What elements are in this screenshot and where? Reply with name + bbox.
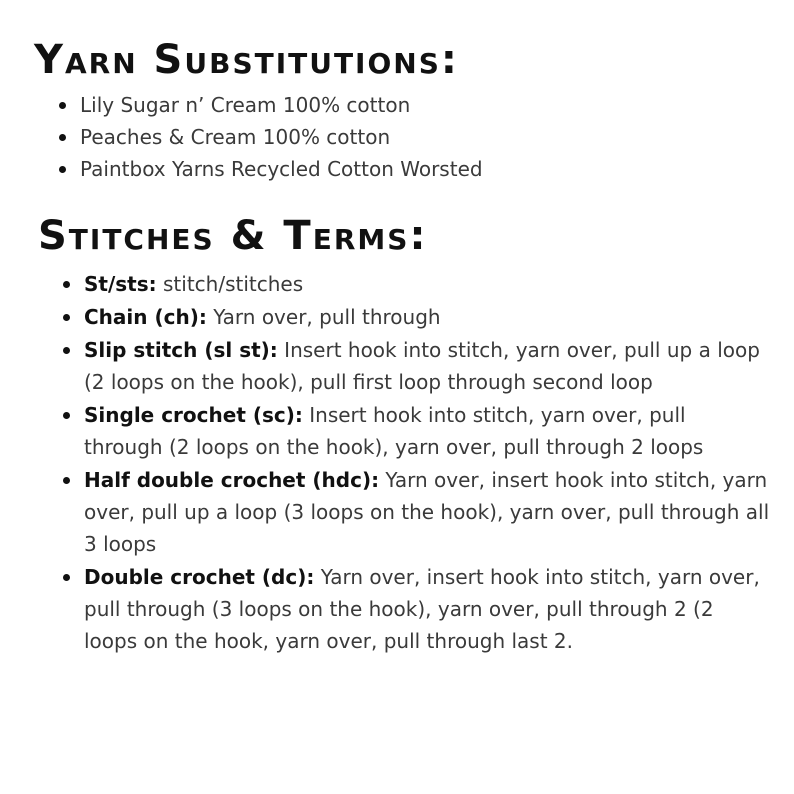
- yarn-substitution-item: Peaches & Cream 100% cotton: [80, 121, 780, 153]
- stitch-term-name: Half double crochet (hdc):: [84, 468, 380, 492]
- stitch-term-definition: Yarn over, pull through: [206, 305, 441, 329]
- stitch-term-name: Slip stitch (sl st):: [84, 338, 278, 362]
- stitch-term-item: [84, 301, 770, 333]
- stitch-term-name: Double crochet (dc):: [84, 565, 315, 589]
- stitch-term-item: [84, 399, 770, 463]
- stitch-term-name: Chain (ch):: [84, 305, 207, 329]
- yarn-substitution-item: Paintbox Yarns Recycled Cotton Worsted: [80, 153, 780, 185]
- stitch-term-definition: Insert hook into stitch, yarn over, pull up a loop (2 loops on the hook), pull first loop through second loop: [84, 338, 760, 394]
- yarn-substitution-item: Lily Sugar n’ Cream 100% cotton: [80, 89, 780, 121]
- stitch-term-item: [84, 268, 770, 300]
- yarn-substitutions-heading: Yarn Substitutions:: [34, 37, 459, 83]
- stitch-term-item: [84, 334, 770, 398]
- stitch-term-definition: stitch/stitches: [156, 272, 304, 296]
- stitch-term-item: [84, 464, 770, 560]
- yarn-substitutions-list: [80, 89, 780, 185]
- stitch-term-definition: Yarn over, insert hook into stitch, yarn over, pull up a loop (3 loops on the hook), yarn over, pull through all 3 loops: [84, 468, 770, 556]
- stitch-term-name: St/sts:: [84, 272, 157, 296]
- stitch-term-definition: Yarn over, insert hook into stitch, yarn over, pull through (3 loops on the hook), yarn over, pull through 2 (2 loops on the hook, yarn over, pull through last 2.: [84, 565, 760, 653]
- stitches-terms-list: [84, 268, 770, 658]
- stitch-term-definition: Insert hook into stitch, yarn over, pull through (2 loops on the hook), yarn over, pull through 2 loops: [84, 403, 704, 459]
- stitch-term-name: Single crochet (sc):: [84, 403, 303, 427]
- stitches-terms-heading: Stitches & Terms:: [38, 213, 428, 259]
- stitch-term-item: [84, 561, 770, 657]
